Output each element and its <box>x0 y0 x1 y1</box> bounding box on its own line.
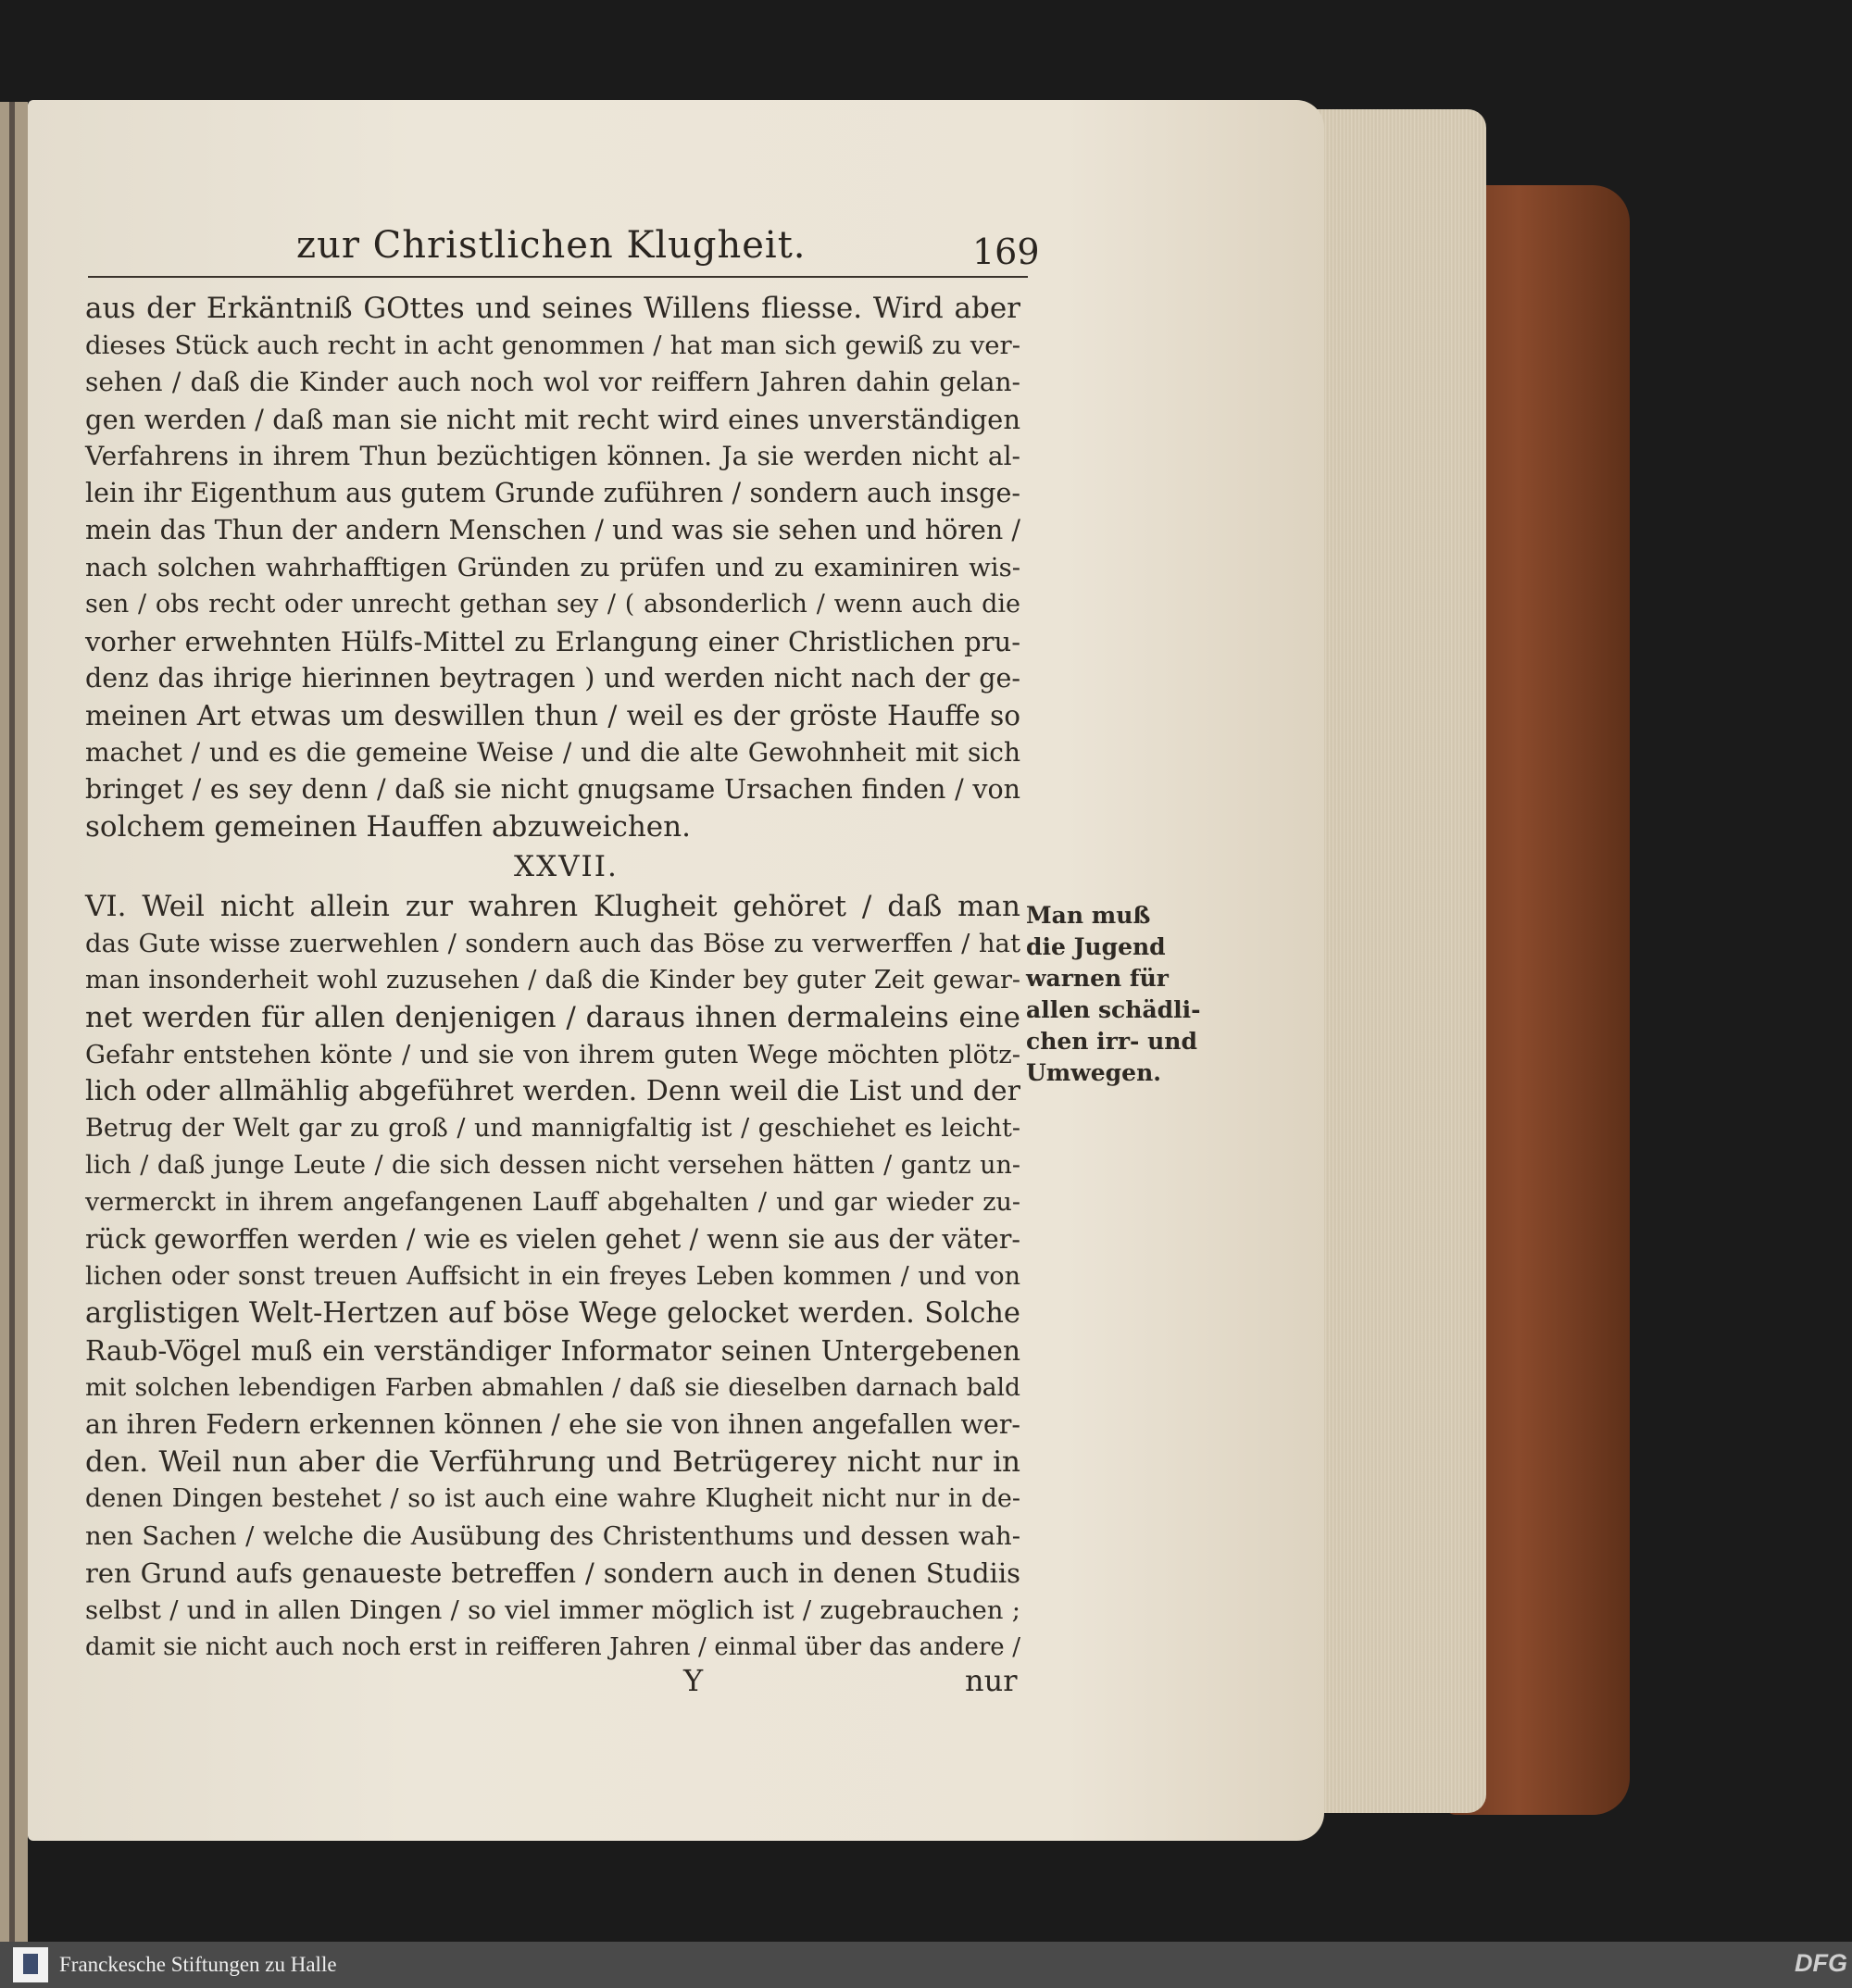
foundation-emblem-icon[interactable] <box>13 1947 48 1982</box>
dfg-logo[interactable]: DFG <box>1795 1949 1847 1977</box>
text-line: denen Dingen bestehet / so ist auch eine wahre Klugheit nicht nur in de- <box>85 1484 1020 1513</box>
margin-note-line: die Jugend <box>1026 933 1166 960</box>
margin-note-line: warnen für <box>1026 965 1169 992</box>
text-line: an ihren Federn erkennen können / ehe sie von ihnen angefallen wer- <box>85 1409 1020 1440</box>
page-block-edge <box>1296 109 1486 1813</box>
text-line: solchem gemeinen Hauffen abzuweichen. <box>85 810 691 844</box>
text-line: lein ihr Eigenthum aus gutem Grunde zuführen / sondern auch insge- <box>85 478 1020 508</box>
text-line: lich / daß junge Leute / die sich dessen nicht versehen hätten / gantz un- <box>85 1151 1020 1180</box>
text-line: net werden für allen denjenigen / daraus ihnen dermaleins eine <box>85 1001 1020 1034</box>
viewer-footer <box>0 1942 1852 1988</box>
text-line: selbst / und in allen Dingen / so viel immer möglich ist / zugebrauchen ; <box>85 1595 1020 1625</box>
text-line: VI. Weil nicht allein zur wahren Klugheit gehöret / daß man <box>85 890 1020 923</box>
text-line: Raub-Vögel muß ein verständiger Informator seinen Untergebenen <box>85 1335 1020 1367</box>
text-line: mein das Thun der andern Menschen / und was sie sehen und hören / <box>85 515 1020 545</box>
section-number: XXVII. <box>514 850 619 883</box>
text-line: meinen Art etwas um deswillen thun / weil es der gröste Hauffe so <box>85 700 1020 731</box>
page-number: 169 <box>972 231 1040 272</box>
text-line: arglistigen Welt-Hertzen auf böse Wege gelocket werden. Solche <box>85 1297 1020 1330</box>
footer-institution-label[interactable]: Franckesche Stiftungen zu Halle <box>59 1953 337 1976</box>
text-line: sen / obs recht oder unrecht gethan sey / ( absonderlich / wenn auch die <box>85 590 1020 619</box>
text-line: das Gute wisse zuerwehlen / sondern auch das Böse zu verwerffen / hat <box>85 929 1020 958</box>
text-line: nen Sachen / welche die Ausübung des Christenthums und dessen wah- <box>85 1521 1020 1551</box>
running-head: zur Christlichen Klugheit. <box>296 224 807 267</box>
text-line: mit solchen lebendigen Farben abmahlen / daß sie dieselben darnach bald <box>85 1373 1020 1402</box>
text-line: rück geworffen werden / wie es vielen gehet / wenn sie aus der väter- <box>85 1224 1020 1255</box>
text-line: aus der Erkäntniß GOttes und seines Willens fliesse. Wird aber <box>85 292 1020 325</box>
text-line: Betrug der Welt gar zu groß / und mannigfaltig ist / geschiehet es leicht- <box>85 1114 1020 1143</box>
text-line: gen werden / daß man sie nicht mit recht wird eines unverständigen <box>85 404 1020 435</box>
text-line: Verfahrens in ihrem Thun bezüchtigen können. Ja sie werden nicht al- <box>85 441 1020 471</box>
margin-note-line: Man muß <box>1026 902 1151 929</box>
text-line: sehen / daß die Kinder auch noch wol vor reiffern Jahren dahin gelan- <box>85 367 1020 397</box>
margin-note-line: chen irr- und <box>1026 1028 1197 1055</box>
text-line: dieses Stück auch recht in acht genommen / hat man sich gewiß zu ver- <box>85 331 1020 360</box>
text-line: lichen oder sonst treuen Auffsicht in ein freyes Leben kommen / und von <box>85 1262 1020 1291</box>
text-line: denz das ihrige hierinnen beytragen ) und werden nicht nach der ge- <box>85 663 1020 694</box>
margin-note-line: Umwegen. <box>1026 1059 1161 1086</box>
text-line: damit sie nicht auch noch erst in reifferen Jahren / einmal über das andere / <box>85 1633 1020 1661</box>
text-line: vermerckt in ihrem angefangenen Lauff abgehalten / und gar wieder zu- <box>85 1188 1020 1217</box>
signature-mark: Y <box>683 1663 704 1698</box>
text-line: machet / und es die gemeine Weise / und die alte Gewohnheit mit sich <box>85 737 1020 768</box>
text-line: vorher erwehnten Hülfs-Mittel zu Erlangung einer Christlichen pru- <box>85 626 1020 657</box>
header-rule <box>88 276 1028 278</box>
text-line: man insonderheit wohl zuzusehen / daß die Kinder bey guter Zeit gewar- <box>85 966 1020 994</box>
text-line: den. Weil nun aber die Verführung und Betrügerey nicht nur in <box>85 1445 1020 1479</box>
text-line: nach solchen wahrhafftigen Gründen zu prüfen und zu examiniren wis- <box>85 553 1020 582</box>
text-line: bringet / es sey denn / daß sie nicht gnugsame Ursachen finden / von <box>85 774 1020 805</box>
catchword: nur <box>965 1663 1018 1698</box>
text-line: Gefahr entstehen könte / und sie von ihrem guten Wege möchten plötz- <box>85 1040 1020 1069</box>
margin-note-line: allen schädli- <box>1026 996 1201 1023</box>
text-line: ren Grund aufs genaueste betreffen / sondern auch in denen Studiis <box>85 1557 1020 1589</box>
text-line: lich oder allmählig abgeführet werden. Denn weil die List und der <box>85 1075 1020 1107</box>
gutter-shadow <box>9 102 15 1942</box>
